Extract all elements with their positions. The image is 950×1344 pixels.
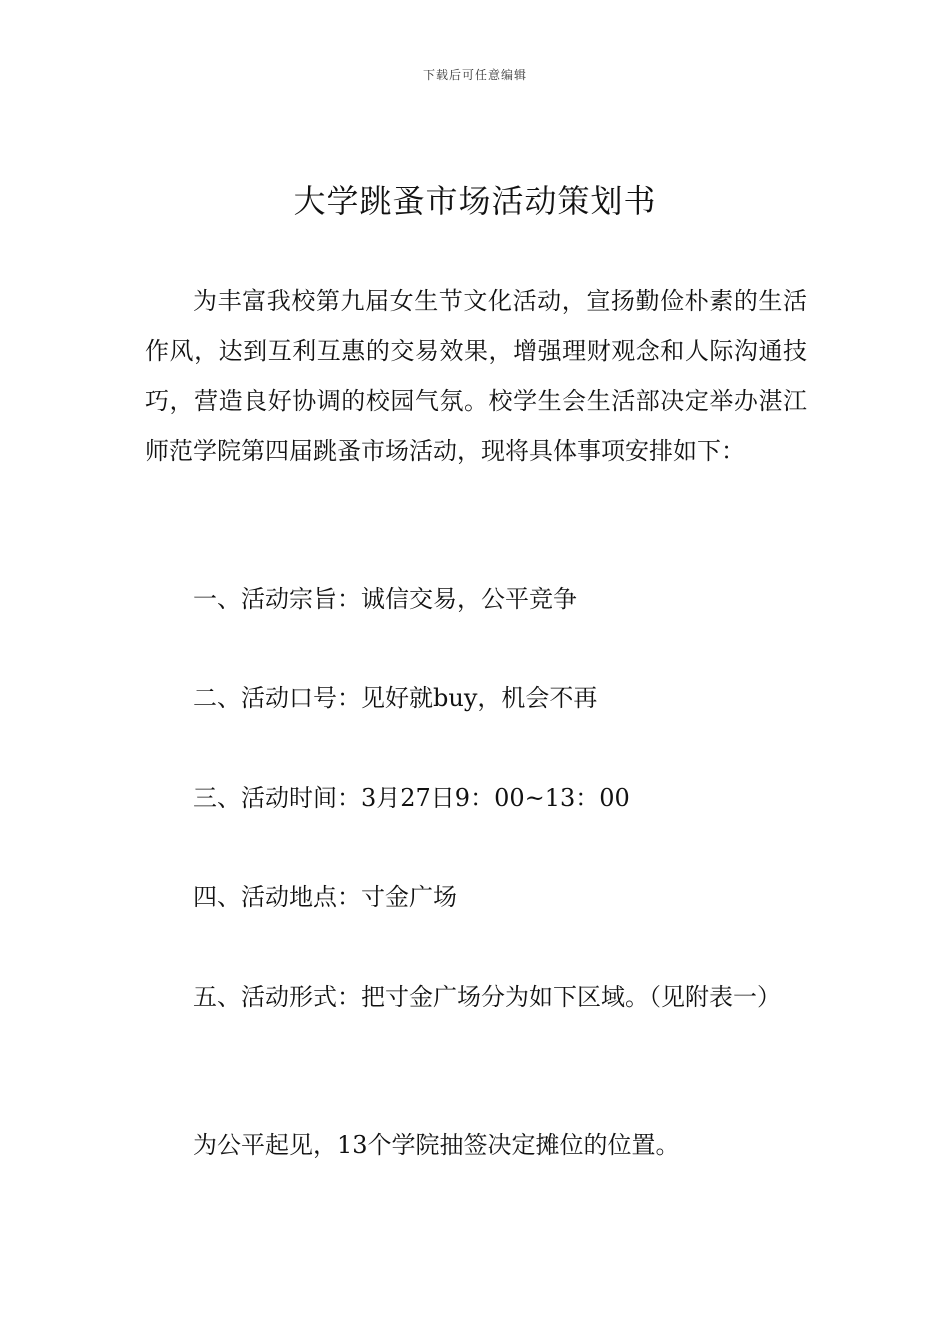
- document-title: 大学跳蚤市场活动策划书: [293, 182, 657, 220]
- closing-paragraph: 为公平起见，13个学院抽签决定摊位的位置。: [193, 1131, 680, 1159]
- item-format: 五、活动形式：把寸金广场分为如下区域。（见附表一）: [193, 983, 781, 1011]
- item-purpose: 一、活动宗旨：诚信交易，公平竞争: [193, 585, 577, 613]
- header-note: 下载后可任意编辑: [422, 68, 527, 82]
- item-slogan: 二、活动口号：见好就buy，机会不再: [193, 684, 598, 712]
- intro-paragraph: 为丰富我校第九届女生节文化活动，宣扬勤俭朴素的生活作风，达到互利互惠的交易效果，增强理财观念和人际沟通技巧，营造良好协调的校园气氛。校学生会生活部决定举办湛江师范学院第四届跳蚤市场活动，现将具体事项安排如下：: [145, 287, 807, 465]
- item-time: 三、活动时间：3月27日9：00~13：00: [193, 784, 630, 812]
- item-location: 四、活动地点：寸金广场: [193, 883, 457, 911]
